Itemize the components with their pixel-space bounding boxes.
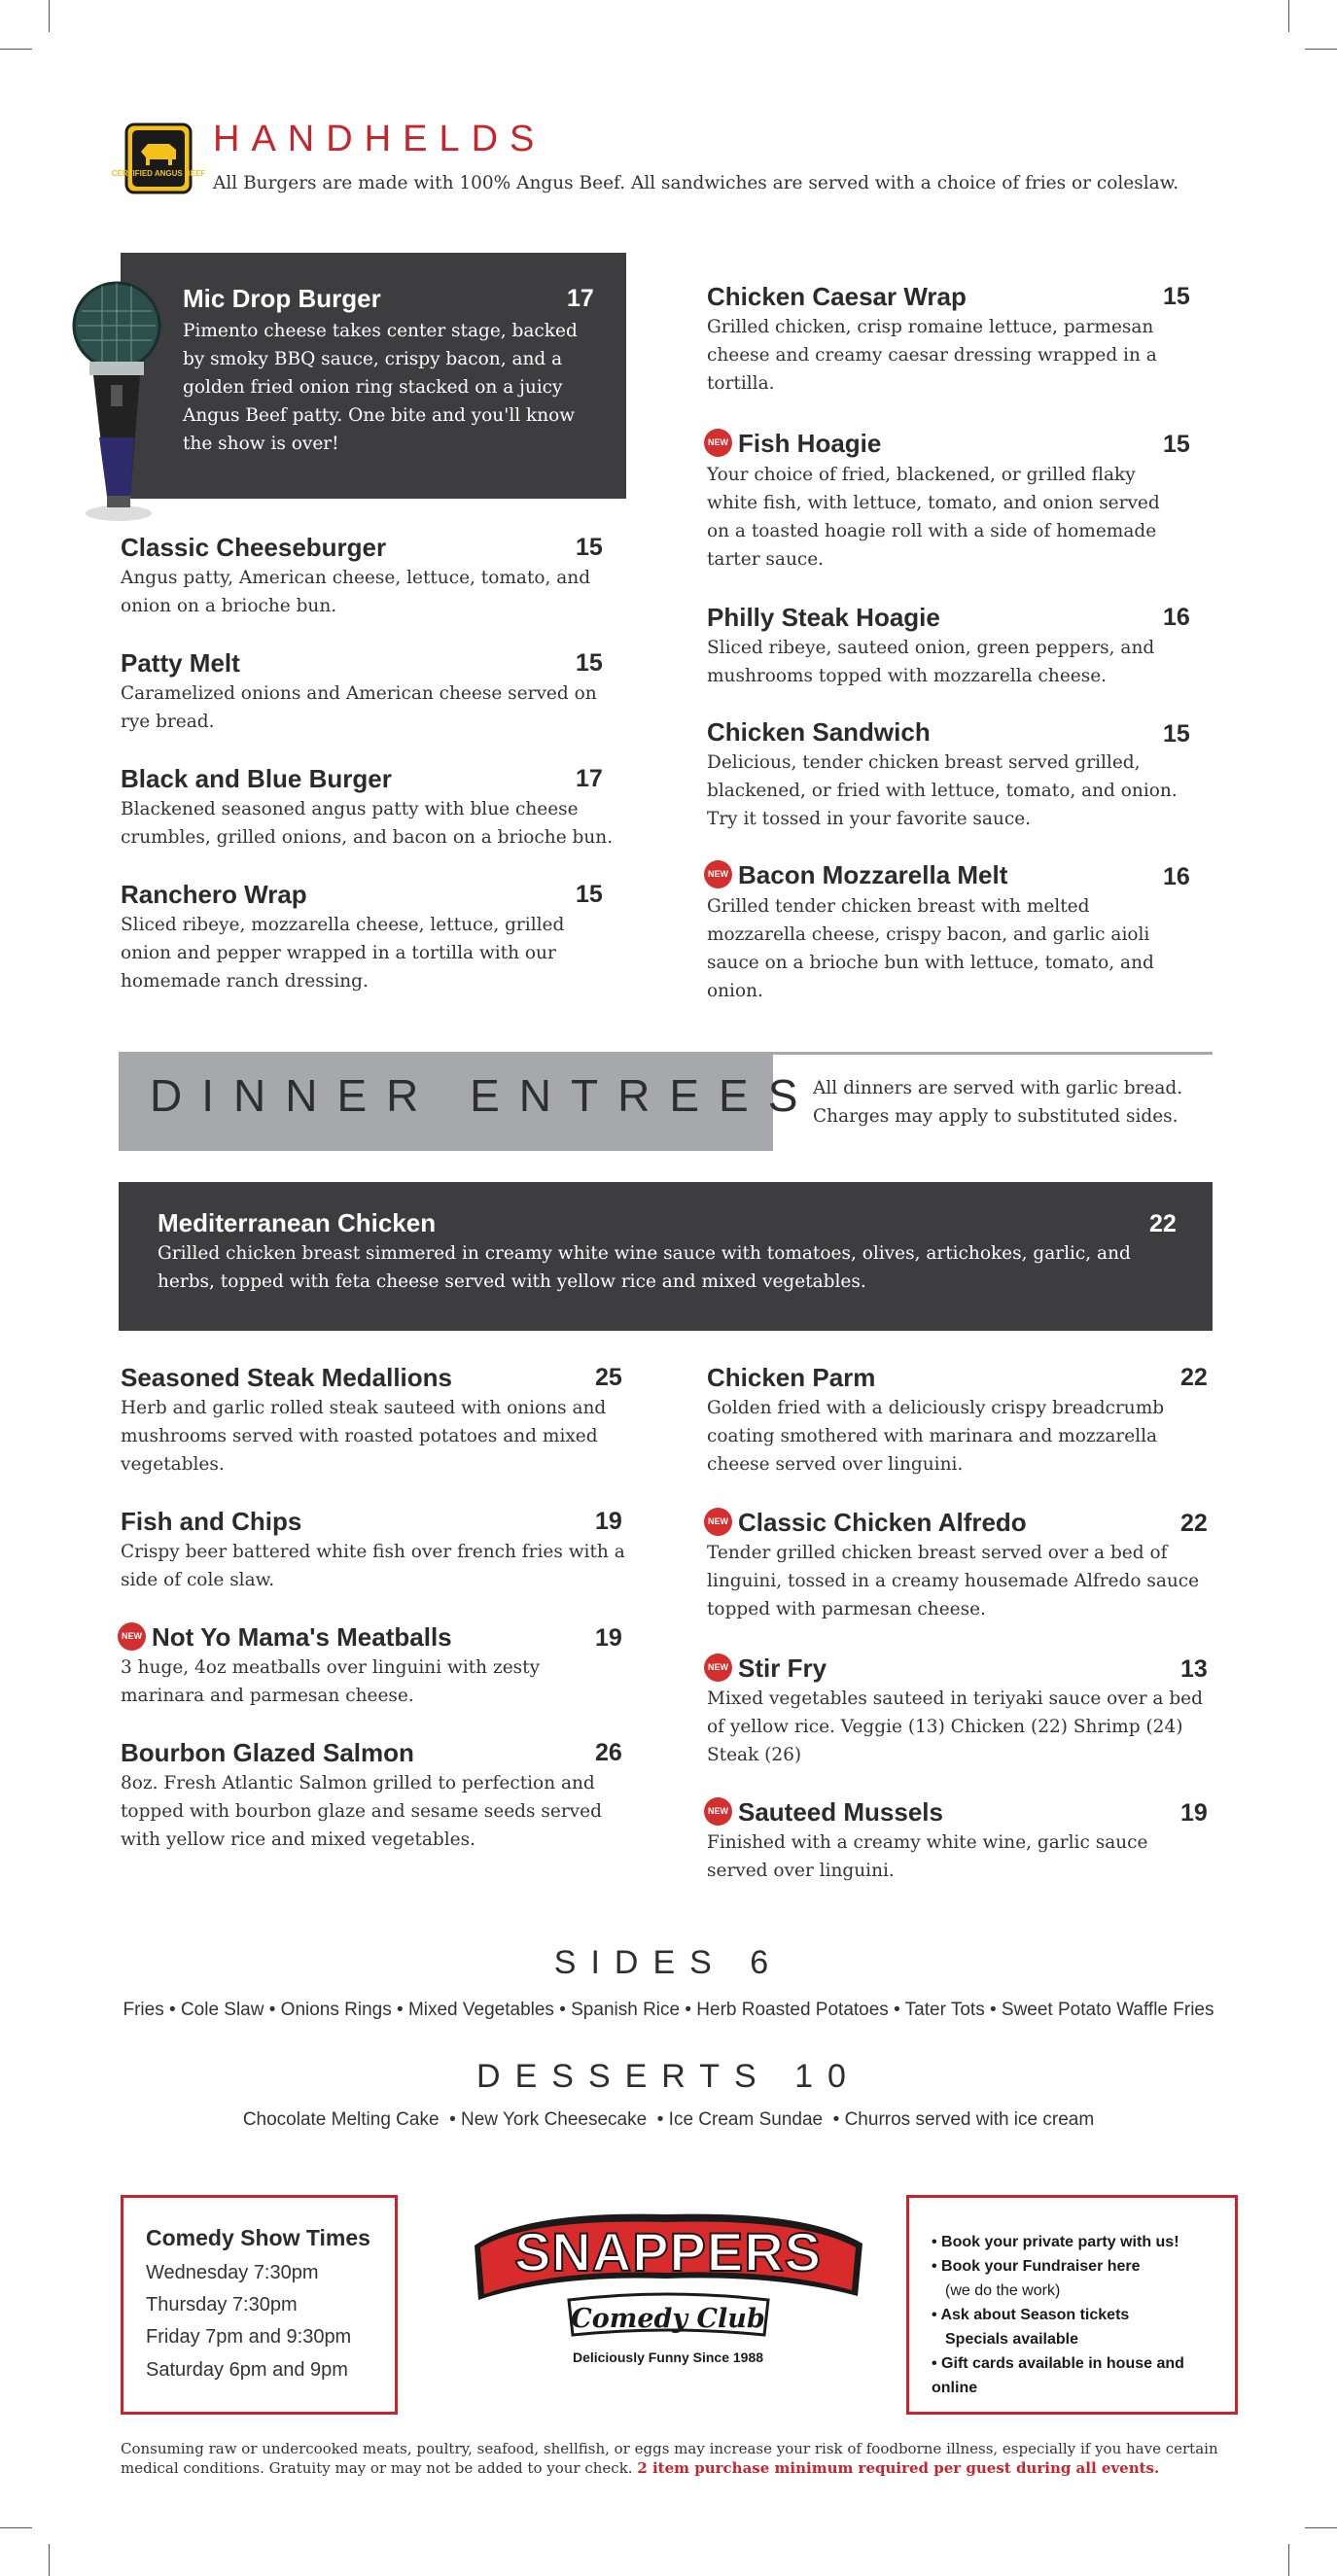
crop-mark xyxy=(1305,49,1337,50)
crop-mark xyxy=(1288,0,1289,32)
new-badge-icon: NEW xyxy=(704,1508,732,1536)
showtimes-line: Wednesday 7:30pm xyxy=(146,2262,319,2283)
menu-item-name: Black and Blue Burger xyxy=(121,764,392,793)
menu-item-name: Philly Steak Hoagie xyxy=(707,603,940,632)
showtimes-line: Thursday 7:30pm xyxy=(146,2294,298,2315)
menu-item-name: Patty Melt xyxy=(121,648,240,678)
info-item: • Book your private party with us! xyxy=(932,2234,1179,2250)
new-badge-icon: NEW xyxy=(704,860,732,888)
divider-line xyxy=(773,1052,1213,1055)
info-item: • Ask about Season tickets xyxy=(932,2307,1130,2323)
menu-item-name xyxy=(704,1654,827,1685)
crop-mark xyxy=(0,49,32,50)
menu-item-desc: Angus patty, American cheese, lettuce, tomato, and onion on a brioche bun. xyxy=(121,568,591,616)
menu-item-price: 22 xyxy=(1180,1364,1208,1391)
certified-angus-beef-icon xyxy=(111,122,206,194)
menu-item-desc: Herb and garlic rolled steak sauteed with onions and mushrooms served with roasted potatoes and mixed vegetables. xyxy=(121,1398,607,1475)
microphone-icon xyxy=(68,272,175,525)
crop-mark xyxy=(1305,2527,1337,2528)
menu-item-desc: Sliced ribeye, sauteed onion, green peppers, and mushrooms topped with mozzarella cheese. xyxy=(707,638,1155,686)
menu-item-name xyxy=(704,1508,1027,1539)
logo-name: SNAPPERS xyxy=(513,2221,823,2282)
info-item-sub: Specials available xyxy=(945,2331,1078,2348)
featured-entree-name: Mediterranean Chicken xyxy=(158,1208,437,1237)
featured-entree-desc: Grilled chicken breast simmered in creamy white wine sauce with tomatoes, olives, artichokes, garlic, and herbs, topped with feta cheese served with yellow rice and mixed vegetables. xyxy=(158,1243,1131,1292)
crop-mark xyxy=(49,2544,50,2576)
menu-item-price: 26 xyxy=(595,1739,622,1766)
desserts-title: DESSERTS 10 xyxy=(476,2058,861,2095)
featured-item-price: 17 xyxy=(567,285,594,312)
handhelds-subtitle: All Burgers are made with 100% Angus Beef. All sandwiches are served with a choice of fries or coleslaw. xyxy=(213,173,1179,193)
menu-item-price: 16 xyxy=(1163,863,1190,890)
sides-list: Fries • Cole Slaw • Onions Rings • Mixed Vegetables • Spanish Rice • Herb Roasted Potatoes • Tater Tots • Sweet Potato Waffle Fries xyxy=(123,2000,1214,2020)
crop-mark xyxy=(1288,2544,1289,2576)
menu-item-name xyxy=(118,1622,452,1654)
footer-emphasis: 2 item purchase minimum required per guest during all events. xyxy=(637,2459,1160,2477)
menu-item-price: 17 xyxy=(576,765,603,792)
dinner-note-line1: All dinners are served with garlic bread. xyxy=(813,1078,1183,1098)
menu-item-price: 15 xyxy=(1163,720,1190,748)
menu-item-desc: 3 huge, 4oz meatballs over linguini with zesty marinara and parmesan cheese. xyxy=(121,1657,541,1706)
menu-item-price: 15 xyxy=(1163,431,1190,458)
dinner-note-line2: Charges may apply to substituted sides. xyxy=(813,1106,1179,1127)
footer-disclaimer xyxy=(121,2439,1219,2478)
menu-item-price: 19 xyxy=(595,1508,622,1535)
crop-mark xyxy=(49,0,50,32)
menu-item-name-text: Not Yo Mama's Meatballs xyxy=(152,1622,452,1652)
new-badge-icon: NEW xyxy=(704,1797,732,1826)
logo-tagline: Deliciously Funny Since 1988 xyxy=(572,2350,764,2365)
menu-item-price: 15 xyxy=(576,534,603,561)
info-item: • Gift cards available in house and online xyxy=(932,2355,1184,2396)
menu-item-price: 13 xyxy=(1180,1655,1208,1683)
menu-item-name xyxy=(704,1797,943,1828)
menu-item-price: 15 xyxy=(576,649,603,677)
featured-item-desc: Pimento cheese takes center stage, backed by smoky BBQ sauce, crispy bacon, and a golden fried onion ring stacked on a juicy Angus Beef patty. One bite and you'll know the show is over! xyxy=(183,321,578,454)
menu-item-name: Seasoned Steak Medallions xyxy=(121,1363,453,1392)
menu-item-name-text: Fish Hoagie xyxy=(738,429,882,458)
menu-item-name-text: Stir Fry xyxy=(738,1654,827,1683)
menu-item-name: Fish and Chips xyxy=(121,1507,302,1536)
menu-item-desc: Grilled chicken, crisp romaine lettuce, parmesan cheese and creamy caesar dressing wrapped in a tortilla. xyxy=(707,317,1157,394)
dinner-title: DINNER ENTREES xyxy=(150,1070,818,1121)
menu-item-desc: Mixed vegetables sauteed in teriyaki sauce over a bed of yellow rice. Veggie (13) Chicken (22) Shrimp (24) Steak (26) xyxy=(707,1688,1203,1765)
menu-item-name xyxy=(704,429,881,460)
featured-item-name: Mic Drop Burger xyxy=(183,284,381,313)
showtimes-line: Saturday 6pm and 9pm xyxy=(146,2359,348,2381)
menu-item-price: 16 xyxy=(1163,604,1190,631)
menu-item-name-text: Classic Chicken Alfredo xyxy=(738,1508,1027,1537)
menu-item-name xyxy=(704,860,1007,891)
new-badge-icon: NEW xyxy=(118,1622,146,1651)
showtimes-line: Friday 7pm and 9:30pm xyxy=(146,2326,352,2348)
handhelds-title: HANDHELDS xyxy=(213,119,546,159)
snappers-logo xyxy=(467,2207,870,2372)
menu-item-name-text: Sauteed Mussels xyxy=(738,1797,943,1827)
featured-entree-price: 22 xyxy=(1149,1210,1177,1237)
menu-item-desc: Golden fried with a deliciously crispy breadcrumb coating smothered with marinara and mozzarella cheese served over linguini. xyxy=(707,1398,1165,1475)
menu-item-desc: Finished with a creamy white wine, garlic sauce served over linguini. xyxy=(707,1832,1148,1881)
new-badge-icon: NEW xyxy=(704,429,732,457)
menu-item-desc: Your choice of fried, blackened, or grilled flaky white fish, with lettuce, tomato, and onion served on a toasted hoagie roll with a side of homemade tarter sauce. xyxy=(707,465,1160,570)
menu-item-price: 15 xyxy=(1163,283,1190,310)
menu-item-name: Chicken Caesar Wrap xyxy=(707,282,967,311)
menu-item-name: Bourbon Glazed Salmon xyxy=(121,1738,414,1767)
sides-title: SIDES 6 xyxy=(553,1944,784,1981)
logo-sub: Comedy Club xyxy=(571,2304,765,2334)
menu-item-price: 25 xyxy=(595,1364,622,1391)
menu-item-desc: Grilled tender chicken breast with melted mozzarella cheese, crispy bacon, and garlic aioli sauce on a brioche bun with lettuce, tomato, and onion. xyxy=(707,896,1154,1001)
info-list xyxy=(932,2230,1223,2400)
menu-item-price: 19 xyxy=(1180,1799,1208,1827)
menu-item-price: 15 xyxy=(576,881,603,908)
menu-item-name: Chicken Sandwich xyxy=(707,717,931,747)
menu-item-desc: Tender grilled chicken breast served over a bed of linguini, tossed in a creamy housemade Alfredo sauce topped with parmesan cheese. xyxy=(707,1543,1200,1619)
menu-item-desc: Delicious, tender chicken breast served grilled, blackened, or fried with lettuce, tomato, and onion. Try it tossed in your favorite sauce. xyxy=(707,752,1178,829)
menu-item-price: 19 xyxy=(595,1624,622,1652)
new-badge-icon: NEW xyxy=(704,1654,732,1682)
menu-item-desc: Blackened seasoned angus patty with blue cheese crumbles, grilled onions, and bacon on a brioche bun. xyxy=(121,799,614,848)
info-item-sub: (we do the work) xyxy=(945,2282,1061,2299)
menu-item-desc: Sliced ribeye, mozzarella cheese, lettuce, grilled onion and pepper wrapped in a tortilla with our homemade ranch dressing. xyxy=(121,915,565,992)
menu-item-name-text: Bacon Mozzarella Melt xyxy=(738,860,1008,889)
menu-item-name: Chicken Parm xyxy=(707,1363,876,1392)
crop-mark xyxy=(0,2527,32,2528)
menu-item-desc: Caramelized onions and American cheese served on rye bread. xyxy=(121,683,597,732)
desserts-list: Chocolate Melting Cake • New York Cheesecake • Ice Cream Sundae • Churros served with ice cream xyxy=(242,2109,1095,2130)
menu-item-desc: Crispy beer battered white fish over french fries with a side of cole slaw. xyxy=(121,1542,625,1590)
info-item: • Book your Fundraiser here xyxy=(932,2258,1141,2275)
showtimes-title: Comedy Show Times xyxy=(146,2225,370,2250)
badge-text: CERTIFIED ANGUS BEEF xyxy=(111,169,206,178)
footer-text: Consuming raw or undercooked meats, poultry, seafood, shellfish, or eggs may increase your risk of foodborne illness, especially if you have certain medical conditions. Gratuity may or may not be added to your check. xyxy=(121,2440,1218,2477)
menu-item-name: Ranchero Wrap xyxy=(121,880,307,909)
menu-item-name: Classic Cheeseburger xyxy=(121,533,387,562)
menu-item-desc: 8oz. Fresh Atlantic Salmon grilled to perfection and topped with bourbon glaze and sesame seeds served with yellow rice and mixed vegetables. xyxy=(121,1773,602,1850)
menu-item-price: 22 xyxy=(1180,1510,1208,1537)
